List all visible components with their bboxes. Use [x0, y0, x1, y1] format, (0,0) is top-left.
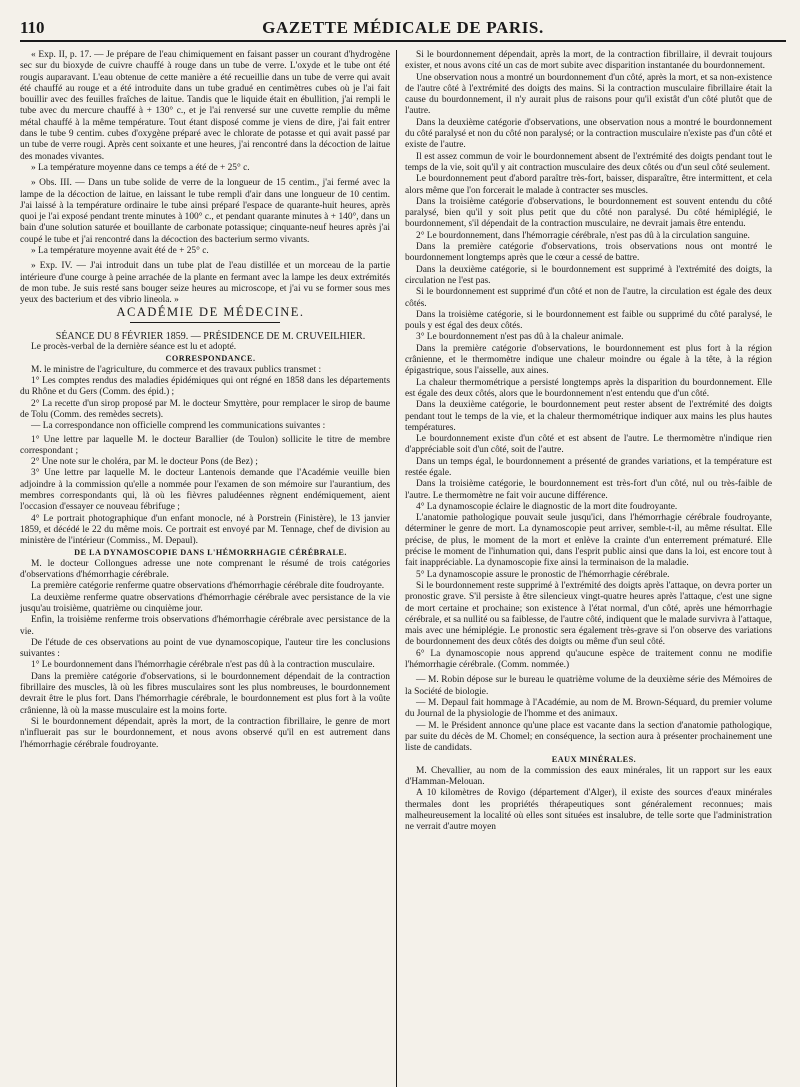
paragraph: 2° Le bourdonnement, dans l'hémorragie cérébrale, n'est pas dû à la circulation sanguine. [416, 230, 750, 241]
paragraph: 5° La dynamoscopie assure le pronostic de l'hémorrhagie cérébrale. [416, 569, 670, 580]
paragraph: 1° Le bourdonnement dans l'hémorrhagie cérébrale n'est pas dû à la contraction musculaire. [31, 660, 375, 671]
paragraph: Le bourdonnement existe d'un côté et est absent de l'autre. Le thermomètre n'indique rien d'appréciable soit d'un côté, soit de l'autre. [405, 434, 772, 456]
paragraph: Dans un temps égal, le bourdonnement a présenté de grandes variations, et la température est restée égale. [405, 456, 772, 478]
paragraph: Dans la troisième catégorie, si le bourdonnement est faible ou supprimé du côté paralysé, le pouls y est égal des deux côtés. [405, 309, 772, 332]
paragraph: Dans la première catégorie d'observations, le bourdonnement est plus fort à la région crânienne, et le thermomètre indique une chaleur moindre ou égale à la tête, à la région épigastrique, sous l'aisselle, aux aines. [405, 343, 772, 377]
subheading-eaux-minerales: EAUX MINÉRALES. [551, 755, 637, 765]
paragraph: Le bourdonnement peut d'abord paraître très-fort, baisser, disparaître, être intermittent, et cela alors même que l'on forcerait le malade à contracter ses muscles. [405, 174, 772, 196]
page-header [20, 14, 786, 42]
paragraph: Dans la troisième catégorie d'observations, le bourdonnement est souvent entendu du côté paralysé, bien qu'il y soit plus petit que du côté non paralysé. Du côté hémiplégié, le bourdonnement, s'il dépendait de la contraction musculaire, ne devrait jamais être entendu. [405, 196, 772, 230]
paragraph: » La température moyenne dans ce temps a été de + 25° c. [31, 162, 250, 173]
paragraph: Dans la première catégorie d'observations, si le bourdonnement dépendait de la contraction fibrillaire des muscles, là où les fibres musculaires sont les plus nombreuses, le bourdonnement devrait être le plus fort. Dans l'hémorrhagie cérébrale, le bourdonnement est plus fort à la voûte crânienne, là où la masse musculaire est la moins forte. [20, 671, 390, 716]
text-columns [20, 50, 786, 1087]
paragraph: Dans la deuxième catégorie d'observations, une observation nous a montré le bourdonnement du côté paralysé et non du côté non paralysé; or la contraction musculaire n'existe pas d'un côté et existe de l'autre. [405, 117, 772, 151]
paragraph: L'anatomie pathologique pouvait seule jusqu'ici, dans l'hémorrhagie cérébrale foudroyante, déterminer le genre de mort. La dynamoscopie peut arriver, semble-t-il, au même résultat. Elle précise, de plus, le moment de la mort et enlève la crainte d'un enterrement prématuré. Elle précise le moment de l'inhumation qui, dans l'esprit public ainsi que dans la loi, est encore tout à fait inappréciable. La dynamoscopie fixe ainsi la terminaison de la maladie. [405, 513, 772, 569]
paragraph: 3° Le bourdonnement n'est pas dû à la chaleur animale. [416, 332, 624, 343]
page-number: 110 [20, 18, 45, 37]
paragraph: De l'étude de ces observations au point de vue dynamoscopique, l'auteur tire les conclusions suivantes : [20, 637, 390, 660]
paragraph: La première catégorie renferme quatre observations d'hémorrhagie cérébrale dite foudroyante. [31, 581, 385, 592]
paragraph: Si le bourdonnement est supprimé d'un côté et non de l'autre, la circulation est égale des deux côtés. [405, 287, 772, 309]
paragraph: « Exp. II, p. 17. — Je prépare de l'eau chimiquement en faisant passer un courant d'hydrogène sec sur du bioxyde de cuivre chauffé à rouge dans un tube de verre. L'oxyde et le tube ont été rougis auparavant. L'eau obtenue de cette manière a été recueillie dans un tube de verre qui avait été chauffé au rouge et a été introduite dans un tube gradué en centimètres cubes où je l'ai fait bouillir avec des feuilles fraîches de laitue. Tandis que le liquide était en ébullition, j'ai rempli le tube avec du mercure chauffé à + 130° c., et je l'ai renversé sur une cuvette remplie du même métal chauffé à la même température. Tout étant disposé comme je viens de dire, j'ai fait entrer dans le tube 9 centim. cubes d'oxygène préparé avec le chlorate de potasse et qui avait passé par un tube de verre rougi. Après cent soixante et une heures, j'ai rencontré dans la décoction de laitue des monades vivantes. [20, 50, 390, 162]
paragraph: 2° La recette d'un sirop proposé par M. le docteur Smyttère, pour remplacer le sirop de baume de Tolu (Comm. des remèdes secrets). [20, 398, 390, 420]
paragraph: Il est assez commun de voir le bourdonnement absent de l'extrémité des doigts pendant tout le temps de la vie, soit qu'il y ait contraction musculaire des deux côtés ou d'un seul côté seulement. [405, 151, 772, 173]
left-column [20, 50, 396, 1087]
right-column [396, 50, 772, 1087]
paragraph: La deuxième renferme quatre observations d'hémorrhagie cérébrale avec persistance de la vie jusqu'au troisième, quatrième ou cinquième jour. [20, 592, 390, 614]
paragraph: » La température moyenne avait été de + 25° c. [31, 246, 209, 257]
paragraph: » Obs. III. — Dans un tube solide de verre de la longueur de 15 centim., j'ai fermé avec la lampe de la décoction de laitue, en laissant le tube rempli d'air dans une longueur de 10 centim. J'ai laissé à la température ordinaire le tube ainsi préparé l'espace de quarante-huit heures, après quoi je l'ai exposé pendant trente minutes à 100° c., et pendant quarante minutes à + 140°, dans un bain d'une solution saturée et bouillante de carbonate potassique; cinquante-neuf heures après j'ai coupé le tube et j'ai rencontré dans la décoction des bacterium sermo vivants. [20, 178, 390, 245]
paragraph: Si le bourdonnement dépendait, après la mort, de la contraction fibrillaire, il devrait toujours exister, et nous avons cité un cas de mort subite avec disparition instantanée du bourdonnement. [405, 50, 772, 72]
paragraph: Dans la première catégorie d'observations, trois observations nous ont montré le bourdonnement longtemps après que le cœur a cessé de battre. [405, 242, 772, 264]
paragraph: — M. Depaul fait hommage à l'Académie, au nom de M. Brown-Séquard, du premier volume du Journal de la physiologie de l'homme et des animaux. [405, 697, 772, 720]
paragraph: Dans la deuxième catégorie, si le bourdonnement est supprimé à l'extrémité des doigts, la circulation ne l'est pas. [405, 264, 772, 286]
paragraph: Le procès-verbal de la dernière séance est lu et adopté. [31, 342, 237, 353]
paragraph: 4° La dynamoscopie éclaire le diagnostic de la mort dite foudroyante. [416, 501, 678, 512]
paragraph: » Exp. IV. — J'ai introduit dans un tube plat de l'eau distillée et un morceau de la partie intérieure d'une courge à peine arrachée de la plante en fermant avec la lampe les deux extrémités de mon tube. Je suis resté sans bouger seize heures au microscope, et j'ai vu se former sous mes yeux des bacterium et des vibrio lineola. » [20, 261, 390, 306]
paragraph: Dans la deuxième catégorie, le bourdonnement peut rester absent de l'extrémité des doigts pendant tout le temps de la vie, et la chaleur thermométrique indiquer aux mains les plus hautes températures. [405, 400, 772, 433]
paragraph: 1° Une lettre par laquelle M. le docteur Barallier (de Toulon) sollicite le titre de membre correspondant ; [20, 434, 390, 456]
paragraph: M. le docteur Collongues adresse une note comprenant le résumé de trois catégories d'observations d'hémorrhagie cérébrale. [20, 558, 390, 581]
paragraph: A 10 kilomètres de Rovigo (département d'Alger), il existe des sources d'eaux minérales thermales dont les propriétés thérapeutiques sont généralement reconnues; mais malheureusement la localité où elles sont situées est insalubre, de telle sorte que l'administration ne verrait d'autre moyen [405, 788, 772, 833]
paragraph: M. Chevallier, au nom de la commission des eaux minérales, lit un rapport sur les eaux d'Hamman-Melouan. [405, 765, 772, 787]
paragraph: Une observation nous a montré un bourdonnement d'un côté, après la mort, et sa non-existence de l'autre côté à l'extrémité des doigts des mains. Si la contraction musculaire fibrillaire était la cause du bourdonnement, il n'y aurait plus de raisons pour qu'il existât d'un côté plutôt que de l'autre. [405, 72, 772, 117]
publication-title: GAZETTE MÉDICALE DE PARIS. [262, 18, 544, 37]
paragraph: La chaleur thermométrique a persisté longtemps après la disparition du bourdonnement. Elle est égale des deux côtés, alors que le bourdonnement n'est entendu que d'un côté. [405, 377, 772, 399]
paragraph: Enfin, la troisième renferme trois observations d'hémorrhagie cérébrale avec persistance de la vie. [20, 615, 390, 637]
section-rule [130, 322, 280, 323]
subheading-correspondance: CORRESPONDANCE. [165, 354, 256, 364]
subheading-dynamoscopie: DE LA DYNAMOSCOPIE DANS L'HÉMORRHAGIE CÉRÉBRALE. [74, 548, 347, 558]
paragraph: 3° Une lettre par laquelle M. le docteur Lantenois demande que l'Académie veuille bien adjoindre à la commission qu'elle a nommée pour l'examen de son mémoire sur l'aurantium, des membres correspondants qui, là où les fièvres paludéennes règnent endémiquement, aient l'occasion d'essayer ce nouveau fébrifuge ; [20, 468, 390, 513]
paragraph: 2° Une note sur le choléra, par M. le docteur Pons (de Bez) ; [31, 457, 258, 468]
paragraph: Si le bourdonnement dépendait, après la mort, de la contraction fibrillaire, le genre de mort n'influerait pas sur le bourdonnement, et nous avons observé qu'il en est autrement dans l'hémorrhagie cérébrale foudroyante. [20, 716, 390, 750]
paragraph: 1° Les comptes rendus des maladies épidémiques qui ont régné en 1858 dans les départements du Rhône et du Gers (Comm. des épid.) ; [20, 376, 390, 398]
paragraph: — M. Robin dépose sur le bureau le quatrième volume de la deuxième série des Mémoires de la Société de biologie. [405, 675, 772, 697]
paragraph: 4° Le portrait photographique d'un enfant monocle, né à Porstrein (Finistère), le 13 janvier 1859, et décédé le 22 du même mois. Ce portrait est envoyé par M. Tennage, chef de division au ministère de l'intérieur (Commiss., M. Depaul). [20, 513, 390, 547]
paragraph: — La correspondance non officielle comprend les communications suivantes : [31, 421, 326, 432]
paragraph: Si le bourdonnement reste supprimé à l'extrémité des doigts après l'attaque, on devra porter un pronostic grave. S'il persiste à être silencieux vingt-quatre heures après l'attaque, c'est une signe de mort certaine et prochaine; son existence à l'état normal, d'un côté, après une hémorrhagie cérébrale, et sa nullité ou sa faiblesse, de l'autre côté, indiquent que le malade survivra à l'attaque, mais avec une hémiplégie. Le pronostic sera également très-grave si l'on observe des variations de bourdonnement des deux côtés des doigts ou même d'un seul côté. [405, 580, 772, 648]
session-line: SÉANCE DU 8 FÉVRIER 1859. — PRÉSIDENCE DE M. CRUVEILHIER. [55, 330, 366, 342]
paragraph: — M. le Président annonce qu'une place est vacante dans la section d'anatomie pathologique, par suite du décès de M. Chomel; en conséquence, la section aura à présenter prochainement une liste de candidats. [405, 720, 772, 754]
section-heading-academie: ACADÉMIE DE MÉDECINE. [116, 304, 305, 319]
paragraph: M. le ministre de l'agriculture, du commerce et des travaux publics transmet : [31, 364, 322, 375]
paragraph: Dans la troisième catégorie, le bourdonnement est très-fort d'un côté, nul ou très-faible de l'autre. Le thermomètre ne fait voir aucune différence. [405, 479, 772, 501]
paragraph: 6° La dynamoscopie nous apprend qu'aucune espèce de traitement connu ne modifie l'hémorrhagie cérébrale. (Comm. nommée.) [405, 648, 772, 671]
